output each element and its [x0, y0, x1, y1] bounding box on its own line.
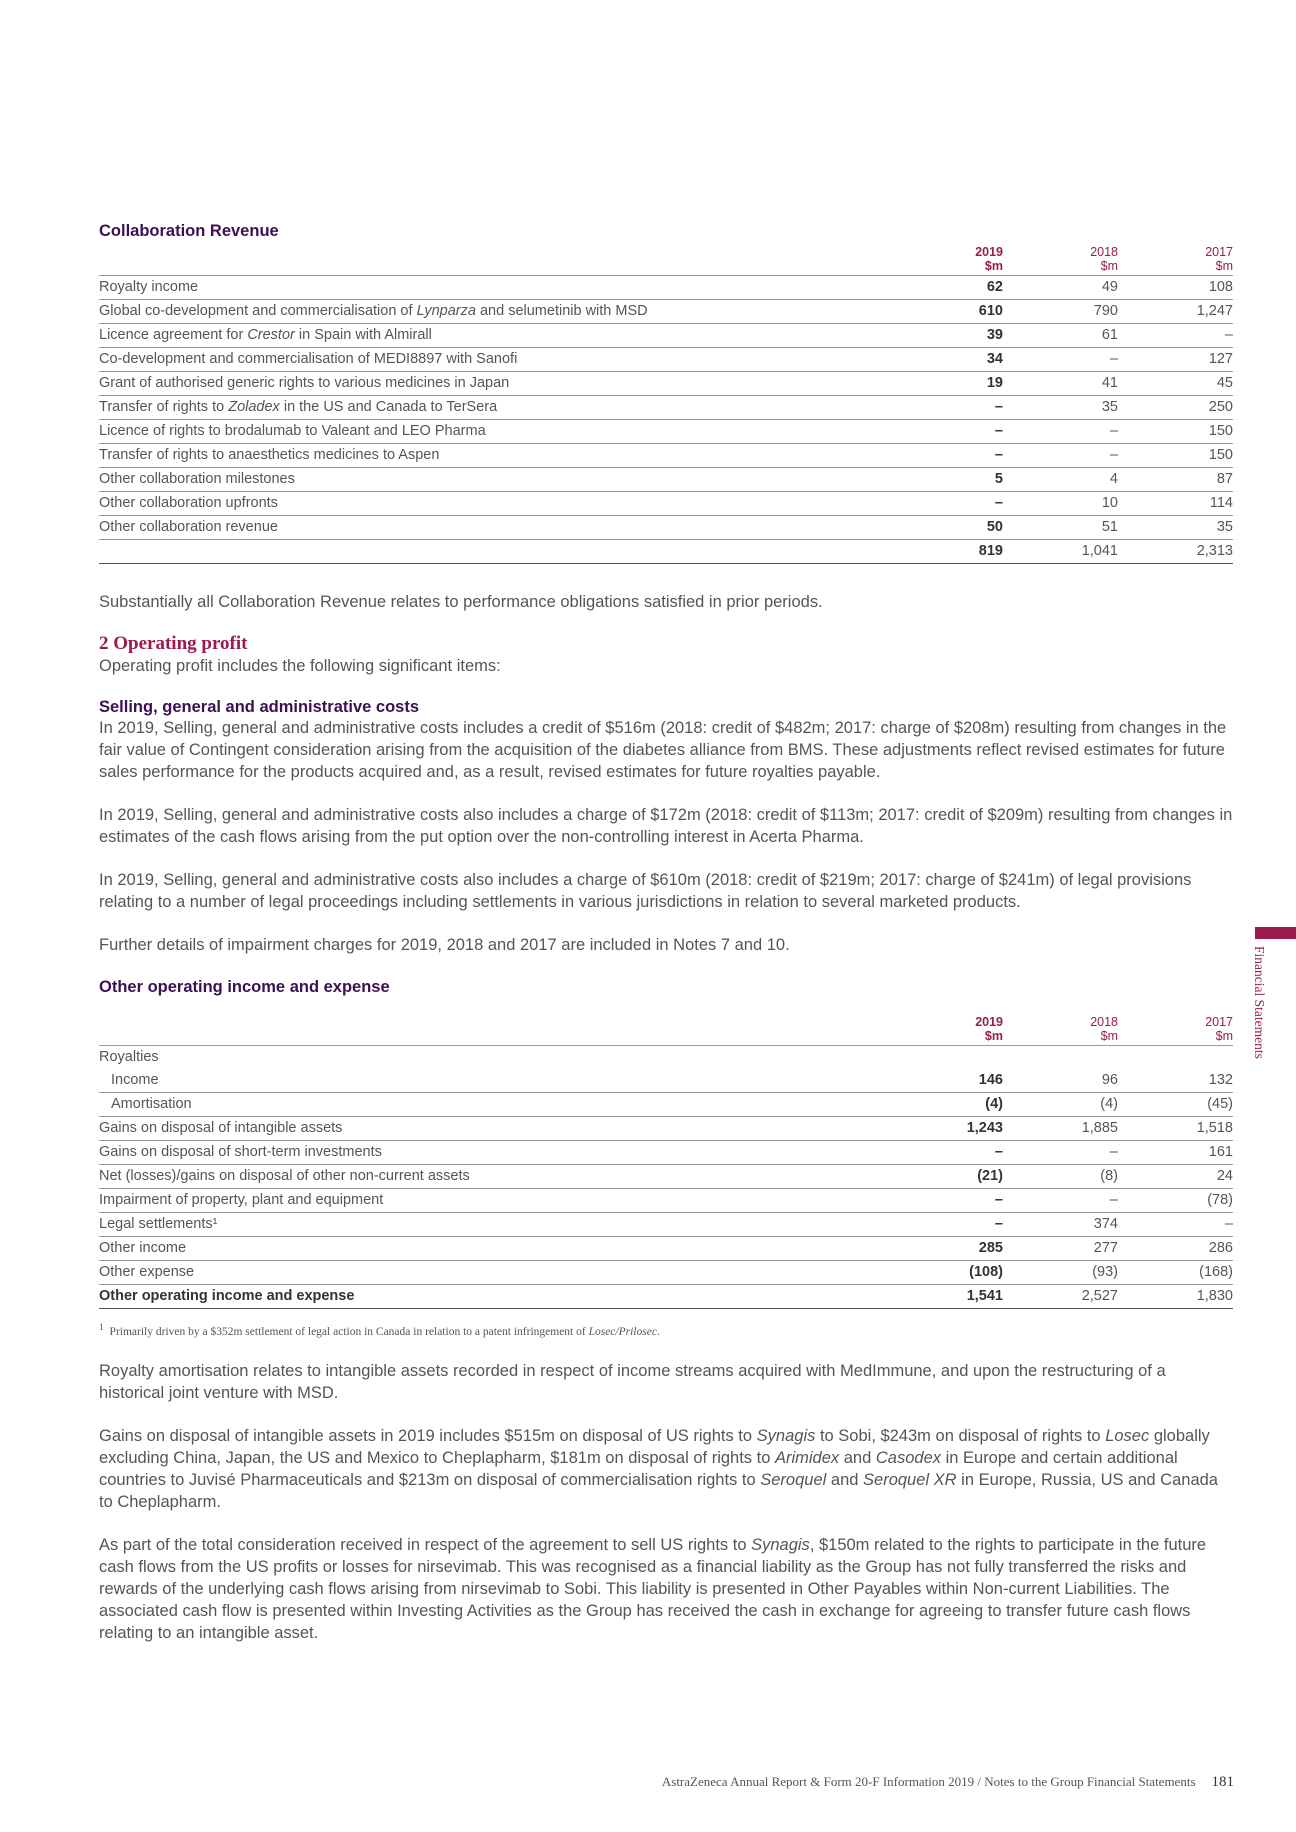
sga-paragraph-1: In 2019, Selling, general and administrative costs includes a credit of $516m (2018: credit of $482m; 2017: charge of $208m) resulting from changes in the fair value of Contingent consideration arising from the acquisition of the diabetes alliance from BMS. These adjustments reflect revised estimates for future sales performance for the products acquired and, as a result, revised estimates for future royalties payable.	[99, 719, 1227, 781]
value-cell: 62	[903, 276, 1003, 300]
page-footer	[662, 1774, 1234, 1791]
footnote: $^1$ Primarily driven by a $352m settlement of legal action in Canada in relation to a patent infringement of Losec/Prilosec.	[99, 1322, 660, 1338]
table-row	[99, 516, 1233, 540]
section-tab-marker	[1255, 927, 1296, 939]
royalties-group-row	[99, 1046, 1233, 1070]
value-cell: 374	[1003, 1213, 1118, 1237]
value-cell: –	[903, 396, 1003, 420]
total-row	[99, 540, 1233, 564]
value-cell: 132	[1118, 1069, 1233, 1093]
table-header-row	[99, 243, 1233, 276]
table-row	[99, 1285, 1233, 1309]
value-cell: 45	[1118, 372, 1233, 396]
value-cell: (45)	[1118, 1093, 1233, 1117]
table-row	[99, 396, 1233, 420]
row-label: Other expense	[99, 1261, 903, 1285]
page-number: 181	[1211, 1774, 1234, 1790]
column-header-2017: 2017 $m	[1118, 1013, 1233, 1046]
value-cell: 790	[1003, 300, 1118, 324]
row-label: Licence agreement for Crestor in Spain with Almirall	[99, 324, 903, 348]
value-cell: 24	[1118, 1165, 1233, 1189]
value-cell: (108)	[903, 1261, 1003, 1285]
value-cell: 5	[903, 468, 1003, 492]
row-label: Other collaboration milestones	[99, 468, 903, 492]
row-label: Other income	[99, 1237, 903, 1261]
value-cell: –	[1118, 324, 1233, 348]
row-label: Amortisation	[99, 1093, 903, 1117]
sga-heading: Selling, general and administrative costs	[99, 698, 420, 716]
value-cell: (78)	[1118, 1189, 1233, 1213]
value-cell: 150	[1118, 444, 1233, 468]
table-row	[99, 1117, 1233, 1141]
value-cell: 35	[1003, 396, 1118, 420]
value-cell: 250	[1118, 396, 1233, 420]
value-cell: (8)	[1003, 1165, 1118, 1189]
footer-text: AstraZeneca Annual Report & Form 20-F Information 2019 / Notes to the Group Financial Statements	[661, 1774, 1196, 1789]
value-cell: –	[903, 420, 1003, 444]
sga-paragraph-3: In 2019, Selling, general and administrative costs also includes a charge of $610m (2018: credit of $219m; 2017: charge of $241m) of legal provisions relating to a number of legal proceedings including settlements in various jurisdictions in relation to several marketed products.	[99, 871, 1192, 911]
table-row	[99, 1093, 1233, 1117]
value-cell: 96	[1003, 1069, 1118, 1093]
sga-paragraph-2: In 2019, Selling, general and administrative costs also includes a charge of $172m (2018: credit of $113m; 2017: credit of $209m) resulting from changes in estimates of the cash flows arising from the put option over the non-controlling interest in Acerta Pharma.	[99, 806, 1233, 846]
row-label: Net (losses)/gains on disposal of other non-current assets	[99, 1165, 903, 1189]
row-label: Gains on disposal of intangible assets	[99, 1117, 903, 1141]
column-header-2018: 2018 $m	[1003, 243, 1118, 276]
value-cell: 87	[1118, 468, 1233, 492]
row-label: Legal settlements¹	[99, 1213, 903, 1237]
row-label: Other collaboration upfronts	[99, 492, 903, 516]
disposal-gains-paragraph: Gains on disposal of intangible assets in 2019 includes $515m on disposal of US rights to Synagis to Sobi, $243m on disposal of rights to Losec globally excluding China, Japan, the US and Mexico to Cheplapharm, $181m on disposal of rights to Arimidex and Casodex in Europe and certain additional countries to Juvisé Pharmaceuticals and $213m on disposal of commercialisation rights to Seroquel and Seroquel XR in Europe, Russia, US and Canada to Cheplapharm.	[99, 1426, 1218, 1511]
value-cell: 150	[1118, 420, 1233, 444]
value-cell: 51	[1003, 516, 1118, 540]
table-row	[99, 348, 1233, 372]
value-cell: –	[903, 1213, 1003, 1237]
table-row	[99, 1213, 1233, 1237]
value-cell: –	[1003, 1189, 1118, 1213]
value-cell: 19	[903, 372, 1003, 396]
value-cell: 277	[1003, 1237, 1118, 1261]
value-cell: 35	[1118, 516, 1233, 540]
table-row	[99, 492, 1233, 516]
collaboration-revenue-table	[99, 243, 1233, 564]
row-label: Licence of rights to brodalumab to Valeant and LEO Pharma	[99, 420, 903, 444]
value-cell: (4)	[903, 1093, 1003, 1117]
table-row	[99, 1141, 1233, 1165]
value-cell: 41	[1003, 372, 1118, 396]
value-cell: (21)	[903, 1165, 1003, 1189]
table-header-row	[99, 1013, 1233, 1046]
value-cell: 127	[1118, 348, 1233, 372]
row-label: Other collaboration revenue	[99, 516, 903, 540]
value-cell: –	[903, 444, 1003, 468]
row-label: Transfer of rights to Zoladex in the US and Canada to TerSera	[99, 396, 903, 420]
value-cell: (168)	[1118, 1261, 1233, 1285]
value-cell: (4)	[1003, 1093, 1118, 1117]
value-cell: 286	[1118, 1237, 1233, 1261]
value-cell: –	[903, 492, 1003, 516]
table-row	[99, 324, 1233, 348]
value-cell: 114	[1118, 492, 1233, 516]
other-operating-table	[99, 1013, 1233, 1309]
value-cell: 1,541	[903, 1285, 1003, 1309]
value-cell: 49	[1003, 276, 1118, 300]
value-cell: –	[1003, 348, 1118, 372]
sga-paragraph-4: Further details of impairment charges for 2019, 2018 and 2017 are included in Notes 7 and 10.	[99, 936, 790, 954]
section-tab-label: Financial Statements	[1252, 946, 1267, 1059]
royalties-group-label: Royalties	[99, 1049, 159, 1065]
total-value-cell: 2,313	[1118, 540, 1233, 564]
table-row	[99, 420, 1233, 444]
value-cell: 34	[903, 348, 1003, 372]
table-row	[99, 1189, 1233, 1213]
total-value-cell: 819	[903, 540, 1003, 564]
value-cell: 39	[903, 324, 1003, 348]
value-cell: 1,247	[1118, 300, 1233, 324]
row-label: Gains on disposal of short-term investments	[99, 1141, 903, 1165]
row-label: Income	[99, 1069, 903, 1093]
row-label: Royalty income	[99, 276, 903, 300]
value-cell: 1,243	[903, 1117, 1003, 1141]
total-value-cell: 1,041	[1003, 540, 1118, 564]
row-label	[99, 540, 903, 564]
value-cell: 610	[903, 300, 1003, 324]
column-header-2018: 2018 $m	[1003, 1013, 1118, 1046]
table-row	[99, 468, 1233, 492]
other-operating-heading: Other operating income and expense	[99, 978, 390, 996]
synagis-consideration-paragraph: As part of the total consideration received in respect of the agreement to sell US rights to Synagis, $150m related to the rights to participate in the future cash flows from the US profits or losses for nirsevimab. This was recognised as a financial liability as the Group has not fully transferred the risks and rewards of the underlying cash flows arising from nirsevimab to Sobi. This liability is presented in Other Payables within Non-current Liabilities. The associated cash flow is presented within Investing Activities as the Group has received the cash in exchange for agreeing to transfer future cash flows relating to an intangible asset.	[99, 1535, 1207, 1642]
value-cell: 61	[1003, 324, 1118, 348]
royalty-amortisation-paragraph: Royalty amortisation relates to intangible assets recorded in respect of income streams acquired with MedImmune, and upon the restructuring of a historical joint venture with MSD.	[99, 1361, 1166, 1402]
value-cell: 1,518	[1118, 1117, 1233, 1141]
value-cell: 1,885	[1003, 1117, 1118, 1141]
table-row	[99, 300, 1233, 324]
table-row	[99, 444, 1233, 468]
value-cell: –	[903, 1141, 1003, 1165]
collaboration-revenue-heading: Collaboration Revenue	[99, 222, 279, 240]
value-cell: 285	[903, 1237, 1003, 1261]
table-row	[99, 276, 1233, 300]
value-cell: 146	[903, 1069, 1003, 1093]
value-cell: 108	[1118, 276, 1233, 300]
row-label: Co-development and commercialisation of MEDI8897 with Sanofi	[99, 348, 903, 372]
collaboration-note: Substantially all Collaboration Revenue relates to performance obligations satisfied in prior periods.	[99, 593, 823, 611]
row-label: Impairment of property, plant and equipment	[99, 1189, 903, 1213]
value-cell: 161	[1118, 1141, 1233, 1165]
value-cell: –	[1003, 1141, 1118, 1165]
row-label: Grant of authorised generic rights to various medicines in Japan	[99, 372, 903, 396]
table-row	[99, 372, 1233, 396]
row-label: Other operating income and expense	[99, 1285, 903, 1309]
column-header-2019: 2019 $m	[903, 1013, 1003, 1046]
value-cell: 2,527	[1003, 1285, 1118, 1309]
value-cell: –	[1118, 1213, 1233, 1237]
column-header-2019: 2019 $m	[903, 243, 1003, 276]
value-cell: –	[1003, 420, 1118, 444]
operating-profit-intro: Operating profit includes the following significant items:	[99, 657, 501, 675]
table-row	[99, 1069, 1233, 1093]
value-cell: 50	[903, 516, 1003, 540]
row-label: Transfer of rights to anaesthetics medicines to Aspen	[99, 444, 903, 468]
column-header-2017: 2017 $m	[1118, 243, 1233, 276]
operating-profit-heading: 2 Operating profit	[99, 633, 248, 654]
value-cell: 10	[1003, 492, 1118, 516]
table-row	[99, 1165, 1233, 1189]
value-cell: 1,830	[1118, 1285, 1233, 1309]
row-label: Global co-development and commercialisation of Lynparza and selumetinib with MSD	[99, 300, 903, 324]
table-row	[99, 1261, 1233, 1285]
value-cell: (93)	[1003, 1261, 1118, 1285]
value-cell: 4	[1003, 468, 1118, 492]
value-cell: –	[903, 1189, 1003, 1213]
table-row	[99, 1237, 1233, 1261]
page-content	[99, 222, 1233, 1644]
value-cell: –	[1003, 444, 1118, 468]
